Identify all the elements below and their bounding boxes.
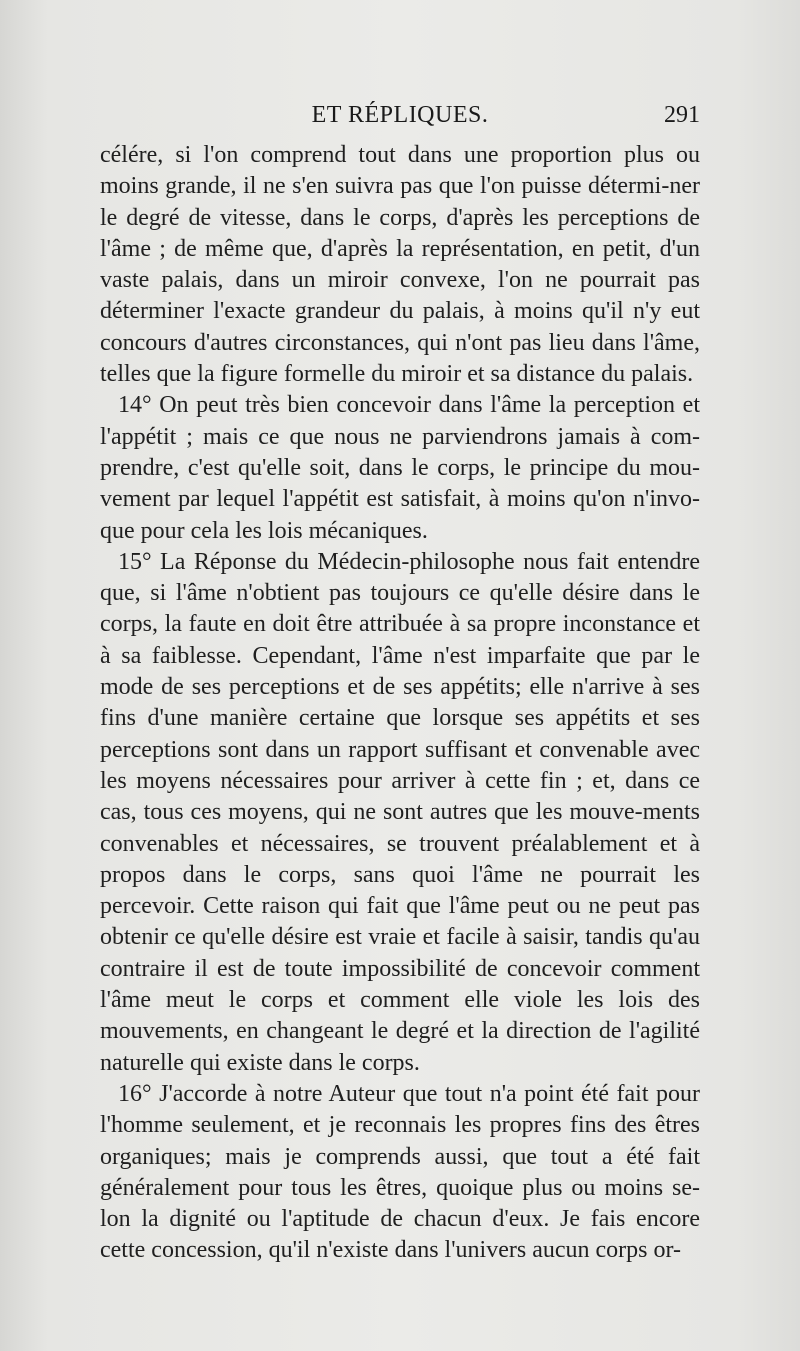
paragraph-14: 14° On peut très bien concevoir dans l'âme la perception et l'appétit ; mais ce que nous ne parviendrons jamais à com-prendre, c'est qu'elle soit, dans le corps, le principe du mou-vement par lequel l'appétit est satisfait, à moins qu'on n'invo-que pour cela les lois mécaniques.: [100, 392, 700, 544]
page-header: [100, 102, 700, 136]
page-number: 291: [664, 102, 700, 128]
paragraph-continuation: célére, si l'on comprend tout dans une proportion plus ou moins grande, il ne s'en suivra pas que l'on puisse détermi-ner le degré de vitesse, dans le corps, d'après les perceptions de l'âme ; de même que, d'après la représentation, en petit, d'un vaste palais, dans un miroir convexe, l'on ne pourrait pas déterminer l'exacte grandeur du palais, à moins qu'il n'y eut concours d'autres circonstances, qui n'ont pas lieu dans l'âme, telles que la figure formelle du miroir et sa distance du palais.: [100, 142, 700, 388]
body-text: [100, 140, 700, 1267]
paragraph-16: 16° J'accorde à notre Auteur que tout n'a point été fait pour l'homme seulement, et je reconnais les propres fins des êtres organiques; mais je comprends aussi, que tout a été fait généralement pour tous les êtres, quoique plus ou moins se-lon la dignité ou l'aptitude de chacun d'eux. Je fais encore cette concession, qu'il n'existe dans l'univers aucun corps or-: [100, 1080, 700, 1264]
running-title: ET RÉPLIQUES.: [311, 102, 489, 128]
paragraph-15: 15° La Réponse du Médecin-philosophe nous fait entendre que, si l'âme n'obtient pas toujours ce qu'elle désire dans le corps, la faute en doit être attribuée à sa propre inconstance et à sa faiblesse. Cependant, l'âme n'est imparfaite que par le mode de ses perceptions et de ses appétits; elle n'arrive à ses fins d'une manière certaine que lorsque ses appétits et ses perceptions sont dans un rapport suffisant et convenable avec les moyens nécessaires pour arriver à cette fin ; et, dans ce cas, tous ces moyens, qui ne sont autres que les mouve-ments convenables et nécessaires, se trouvent préalablement et à propos dans le corps, sans quoi l'âme ne pourrait les percevoir. Cette raison qui fait que l'âme peut ou ne peut pas obtenir ce qu'elle désire est vraie et facile à saisir, tandis qu'au contraire il est de toute impossibilité de concevoir comment l'âme meut le corps et comment elle viole les lois des mouvements, en changeant le degré et la direction de l'agilité naturelle qui existe dans le corps.: [100, 548, 700, 1076]
